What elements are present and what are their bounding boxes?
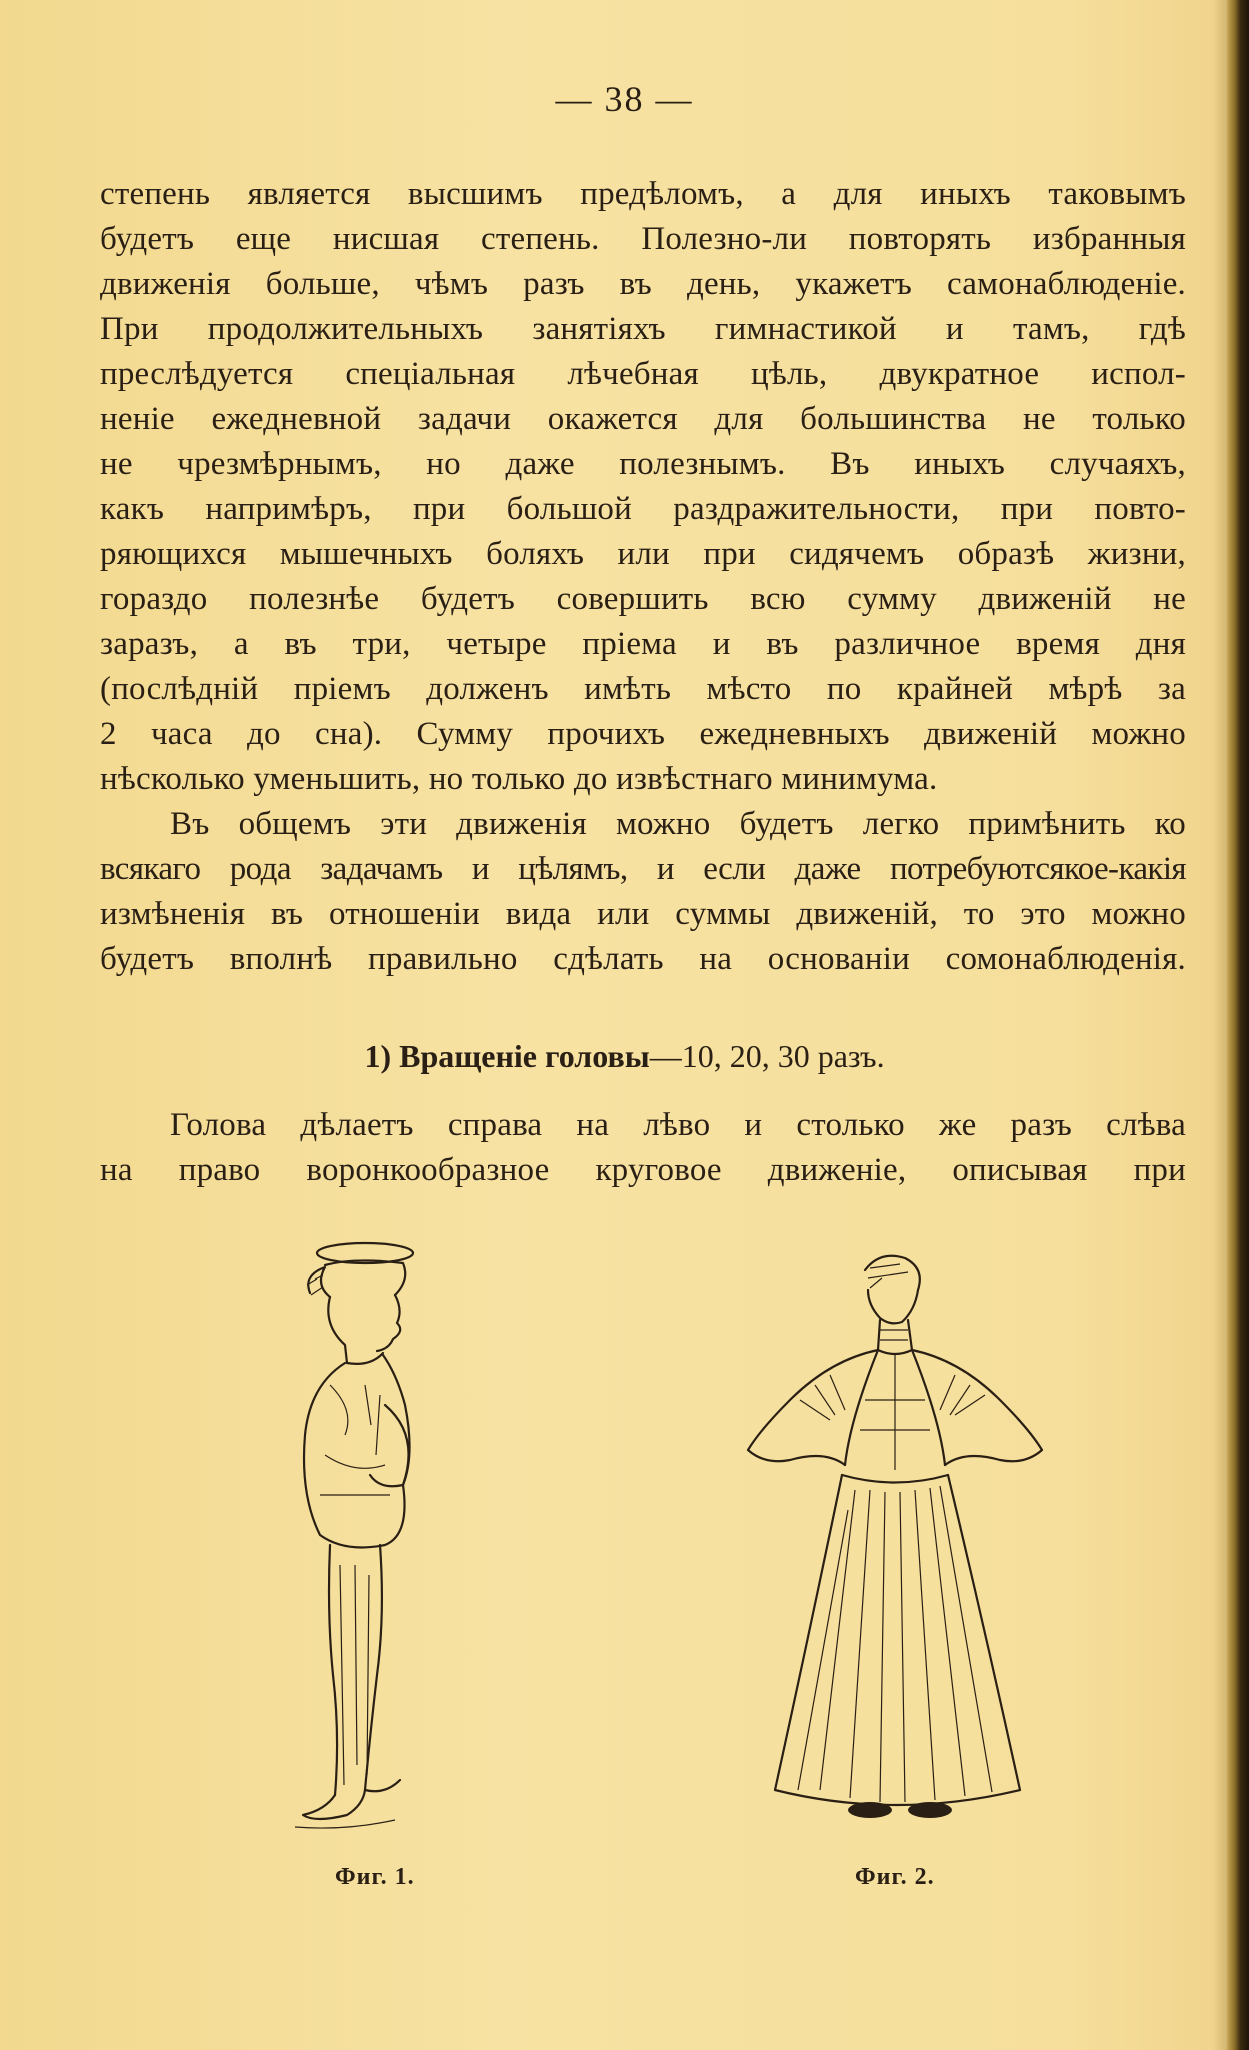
text-line: степень является высшимъ предѣломъ, а для иныхъ таковымъ: [100, 176, 1186, 212]
text-line: гораздо полезнѣе будетъ совершить всю сумму движеній не: [100, 581, 1186, 617]
text-line: Голова дѣлаетъ справа на лѣво и столько же разъ слѣва: [170, 1107, 1186, 1143]
text-line: движенія больше, чѣмъ разъ въ день, укажетъ самонаблюденіе.: [100, 266, 1186, 302]
section-heading-repetitions: —10, 20, 30 разъ.: [649, 1038, 885, 1074]
text-line: какъ напримѣръ, при большой раздражительности, при повто-: [100, 491, 1186, 527]
section-heading: [0, 1034, 1249, 1078]
text-line: заразъ, а въ три, четыре пріема и въ различное время дня: [100, 626, 1186, 662]
text-line: не чрезмѣрнымъ, но даже полезнымъ. Въ иныхъ случаяхъ,: [100, 446, 1186, 482]
text-line: преслѣдуется спеціальная лѣчебная цѣль, двукратное испол-: [100, 356, 1186, 392]
paragraph-3: [100, 1103, 1186, 1193]
paragraph-1: [100, 172, 1186, 982]
text-line: Въ общемъ эти движенія можно будетъ легко примѣнить ко: [170, 806, 1186, 842]
text-line: будетъ вполнѣ правильно сдѣлать на основаніи сомонаблюденія.: [100, 941, 1186, 977]
text-line: (послѣдній пріемъ долженъ имѣть мѣсто по крайней мѣрѣ за: [100, 671, 1186, 707]
text-line: будетъ еще нисшая степень. Полезно-ли повторять избранныя: [100, 221, 1186, 257]
text-line: ряющихся мышечныхъ боляхъ или при сидячемъ образѣ жизни,: [100, 536, 1186, 572]
text-line: всякаго рода задачамъ и цѣлямъ, и если даже потребуютсякое-какія: [100, 851, 1186, 887]
page-fold-shadow: [1213, 0, 1227, 2050]
text-line: на право воронкообразное круговое движеніе, описывая при: [100, 1152, 1186, 1188]
man-standing-side-profile-illustration: [285, 1235, 485, 1835]
text-line: нѣсколько уменьшить, но только до извѣстнаго минимума.: [100, 761, 938, 797]
text-line: 2 часа до сна). Сумму прочихъ ежедневныхъ движеній можно: [100, 716, 1186, 752]
figure-2-caption: Фиг. 2.: [855, 1864, 935, 1890]
page-number: — 38 —: [555, 79, 694, 119]
text-line: измѣненія въ отношеніи вида или суммы движеній, то это можно: [100, 896, 1186, 932]
section-heading-title: 1) Вращеніе головы: [364, 1038, 650, 1074]
page-edge: [1227, 0, 1249, 2050]
text-line: неніе ежедневной задачи окажется для большинства не только: [100, 401, 1186, 437]
woman-hands-on-hips-illustration: [730, 1250, 1070, 1840]
text-line: При продолжительныхъ занятіяхъ гимнастикой и тамъ, гдѣ: [100, 311, 1186, 347]
figure-1-caption: Фиг. 1.: [335, 1864, 415, 1890]
